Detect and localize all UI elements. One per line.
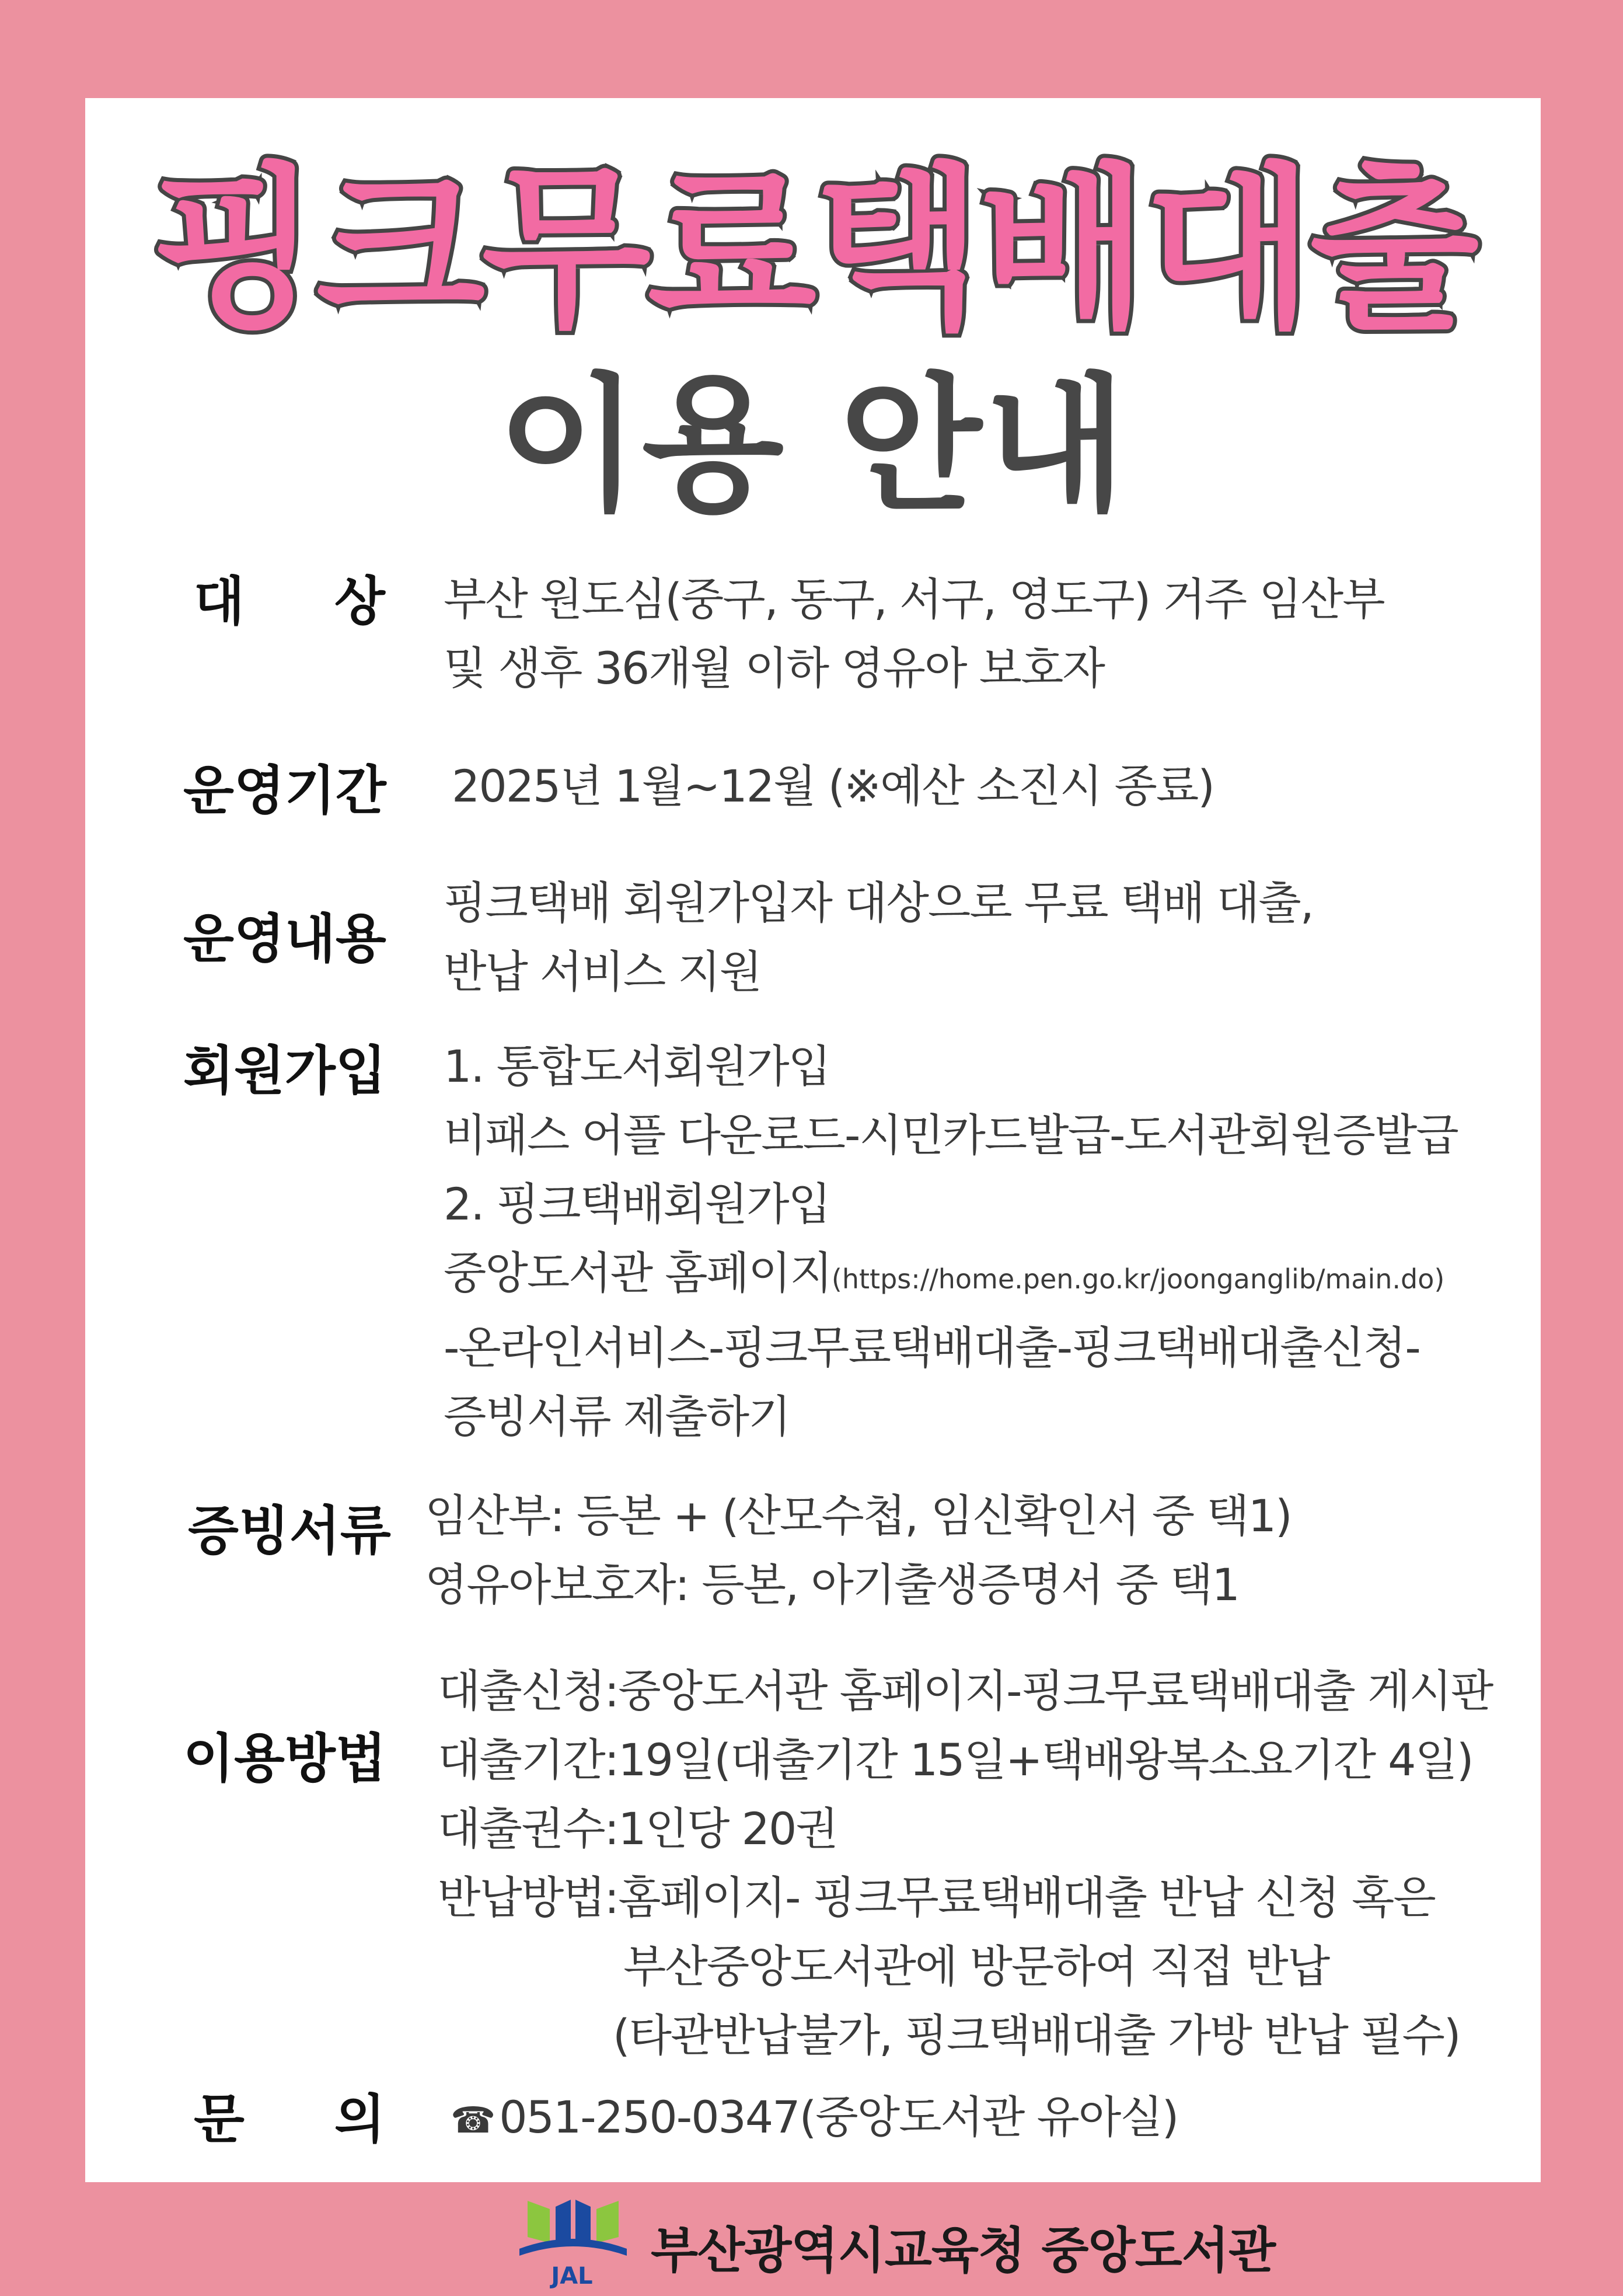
label-contents: 운영내용 [183,908,386,970]
signup-step2-end: 증빙서류 제출하기 [444,1391,790,1443]
phone-icon: ☎ [451,2099,495,2141]
organization-name: 부산광역시교육청 중앙도서관 [651,2222,1276,2279]
contact-phone[interactable]: 051-250-0347(중앙도서관 유아실) [499,2091,1178,2143]
usage-item: 대출신청: 중앙도서관 홈페이지-핑크무료택배대출 게시판 [438,1665,1493,1717]
poster-subtitle: 이용 안내 [497,360,1129,531]
book-logo-icon [515,2195,631,2265]
signup-step1-text: 비패스 어플 다운로드-시민카드발급-도서관회원증발급 [444,1109,1458,1161]
signup-site-name: 중앙도서관 홈페이지 [444,1247,832,1299]
target-content: 부산 원도심(중구, 동구, 서구, 영도구) 거주 임산부 및 생후 36개월 이하 영유아 보호자 [444,573,1384,694]
label-signup: 회원가입 [183,1040,386,1102]
footer [0,2195,1623,2296]
logo-text: JAL [551,2263,593,2290]
signup-content [444,1032,1517,1451]
signup-step2-site-line [444,1239,1517,1314]
homepage-url[interactable]: (https://home.pen.go.kr/joonganglib/main.do) [831,1263,1445,1295]
contents-content: 핑크택배 회원가입자 대상으로 무료 택배 대출, 반납 서비스 지원 [444,877,1313,998]
signup-step2-path: -온라인서비스-핑크무료택배대출-핑크택배대출신청- [444,1322,1420,1374]
label-target: 대 상 [194,571,385,632]
contact-content [451,2083,1517,2155]
usage-item: 대출기간: 19일(대출기간 15일+택배왕복소요기간 4일) [438,1734,1473,1786]
poster-title: 핑크무료택배대출 [150,148,1476,351]
library-logo [515,2195,631,2288]
usage-item: 대출권수: 1인당 20권 [438,1803,837,1855]
poster-card [85,98,1541,2182]
usage-content [438,1657,1517,2070]
label-period: 운영기간 [183,760,386,821]
usage-item: 반납방법: 홈페이지- 핑크무료택배대출 반납 신청 혹은 [438,1872,1435,1924]
documents-content: 임산부: 등본 + (산모수첩, 임신확인서 중 택1) 영유아보호자: 등본, 아기출생증명서 중 택1 [425,1490,1292,1611]
signup-step1-title: 1. 통합도서회원가입 [444,1040,830,1092]
label-usage: 이용방법 [183,1728,386,1789]
label-contact: 문 의 [194,2089,385,2150]
return-method-line: 부산중앙도서관에 방문하여 직접 반납 [623,1940,1329,1992]
label-documents: 증빙서류 [188,1500,391,1562]
signup-step2-title: 2. 핑크택배회원가입 [444,1178,830,1230]
return-method-note: (타관반납불가, 핑크택배대출 가방 반납 필수) [613,2009,1460,2061]
period-content: 2025년 1월~12월 (※예산 소진시 종료) [452,760,1214,812]
